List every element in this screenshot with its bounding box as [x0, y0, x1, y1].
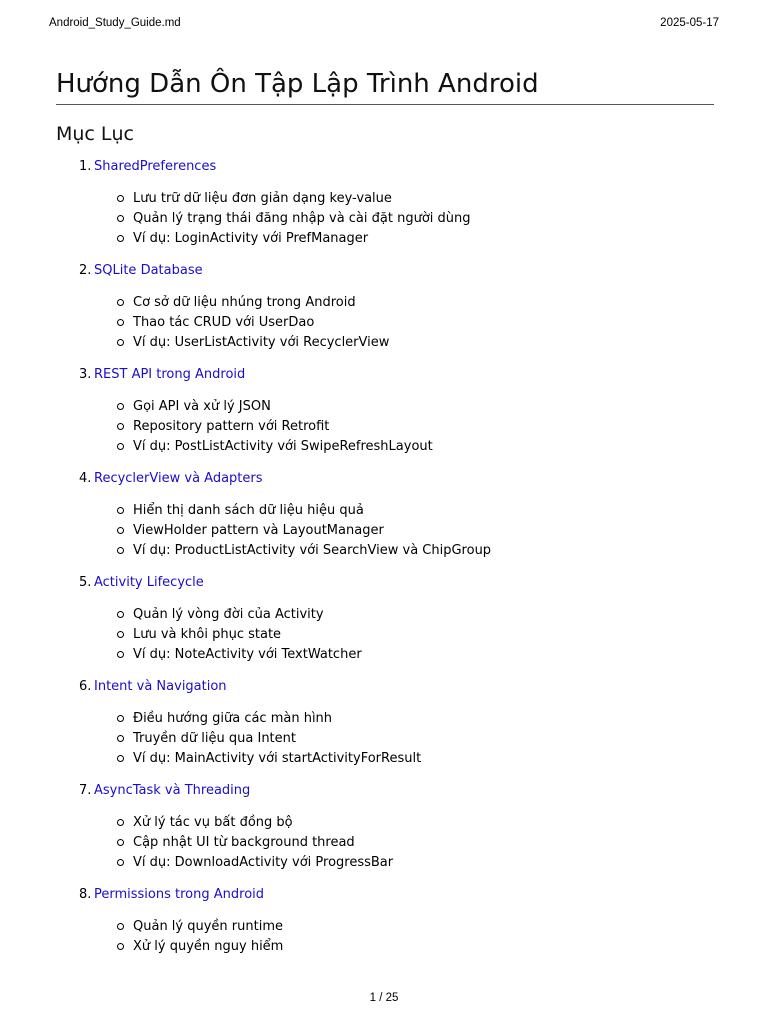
toc-section: [56, 365, 714, 457]
toc-subitem: Ví dụ: NoteActivity với TextWatcher: [133, 645, 714, 665]
circle-bullet-icon: [117, 299, 124, 306]
toc-subitem: Gọi API và xử lý JSON: [133, 397, 714, 417]
toc-subitem: Ví dụ: ProductListActivity với SearchView và ChipGroup: [133, 541, 714, 561]
toc-section: [56, 157, 714, 249]
toc-subitem: Ví dụ: DownloadActivity với ProgressBar: [133, 853, 714, 873]
toc-section-number: 3.: [79, 367, 92, 382]
circle-bullet-icon: [117, 819, 124, 826]
circle-bullet-icon: [117, 339, 124, 346]
toc-subitem: Xử lý quyền nguy hiểm: [133, 937, 714, 957]
toc-section-number: 8.: [79, 887, 92, 902]
print-header: [49, 17, 719, 31]
toc-subitem: Thao tác CRUD với UserDao: [133, 313, 714, 333]
toc-subitems: [94, 813, 714, 873]
toc-section-number: 5.: [79, 575, 92, 590]
circle-bullet-icon: [117, 611, 124, 618]
toc-subitem: Cơ sở dữ liệu nhúng trong Android: [133, 293, 714, 313]
toc-subitem: Ví dụ: UserListActivity với RecyclerView: [133, 333, 714, 353]
document-title: Hướng Dẫn Ôn Tập Lập Trình Android: [56, 66, 714, 105]
circle-bullet-icon: [117, 923, 124, 930]
circle-bullet-icon: [117, 735, 124, 742]
page-indicator: 1 / 25: [369, 992, 399, 1004]
toc-subitem: Lưu trữ dữ liệu đơn giản dạng key-value: [133, 189, 714, 209]
toc-section-number: 7.: [79, 783, 92, 798]
toc-link-activity-lifecycle[interactable]: Activity Lifecycle: [94, 575, 204, 590]
toc-subitem: Lưu và khôi phục state: [133, 625, 714, 645]
circle-bullet-icon: [117, 839, 124, 846]
toc-subitems: [94, 293, 714, 353]
circle-bullet-icon: [117, 631, 124, 638]
toc-subitems: [94, 605, 714, 665]
toc-subitems: [94, 917, 714, 957]
circle-bullet-icon: [117, 651, 124, 658]
toc-link-sqlite-database[interactable]: SQLite Database: [94, 263, 203, 278]
toc-section: [56, 469, 714, 561]
file-name: Android_Study_Guide.md: [49, 17, 181, 29]
toc-subitem: Repository pattern với Retrofit: [133, 417, 714, 437]
toc-link-rest-api[interactable]: REST API trong Android: [94, 367, 246, 382]
toc-subitem: Truyền dữ liệu qua Intent: [133, 729, 714, 749]
toc-subitem: Ví dụ: PostListActivity với SwipeRefreshLayout: [133, 437, 714, 457]
toc-section-number: 6.: [79, 679, 92, 694]
circle-bullet-icon: [117, 195, 124, 202]
toc-subitem: Quản lý quyền runtime: [133, 917, 714, 937]
circle-bullet-icon: [117, 403, 124, 410]
circle-bullet-icon: [117, 859, 124, 866]
toc-link-permissions[interactable]: Permissions trong Android: [94, 887, 265, 902]
toc-subitems: [94, 397, 714, 457]
toc-subitem: Quản lý trạng thái đăng nhập và cài đặt người dùng: [133, 209, 714, 229]
toc-section: [56, 781, 714, 873]
document-body: [56, 66, 714, 969]
circle-bullet-icon: [117, 547, 124, 554]
toc-section: [56, 677, 714, 769]
circle-bullet-icon: [117, 715, 124, 722]
toc-subitem: Ví dụ: LoginActivity với PrefManager: [133, 229, 714, 249]
toc-section: [56, 885, 714, 957]
toc-section-number: 4.: [79, 471, 92, 486]
toc-subitem: Xử lý tác vụ bất đồng bộ: [133, 813, 714, 833]
toc-subitem: Hiển thị danh sách dữ liệu hiệu quả: [133, 501, 714, 521]
toc-link-sharedpreferences[interactable]: SharedPreferences: [94, 159, 217, 174]
table-of-contents: [56, 157, 714, 957]
toc-subitem: ViewHolder pattern và LayoutManager: [133, 521, 714, 541]
toc-subitem: Cập nhật UI từ background thread: [133, 833, 714, 853]
circle-bullet-icon: [117, 755, 124, 762]
toc-subitems: [94, 189, 714, 249]
circle-bullet-icon: [117, 443, 124, 450]
circle-bullet-icon: [117, 943, 124, 950]
toc-section: [56, 573, 714, 665]
circle-bullet-icon: [117, 319, 124, 326]
toc-subitem: Điều hướng giữa các màn hình: [133, 709, 714, 729]
circle-bullet-icon: [117, 423, 124, 430]
toc-section-number: 2.: [79, 263, 92, 278]
toc-link-asynctask-threading[interactable]: AsyncTask và Threading: [94, 783, 251, 798]
toc-section-number: 1.: [79, 159, 92, 174]
toc-link-intent-navigation[interactable]: Intent và Navigation: [94, 679, 227, 694]
circle-bullet-icon: [117, 527, 124, 534]
toc-section: [56, 261, 714, 353]
toc-link-recyclerview[interactable]: RecyclerView và Adapters: [94, 471, 263, 486]
circle-bullet-icon: [117, 507, 124, 514]
circle-bullet-icon: [117, 215, 124, 222]
toc-subitems: [94, 501, 714, 561]
toc-subitem: Quản lý vòng đời của Activity: [133, 605, 714, 625]
toc-subitems: [94, 709, 714, 769]
toc-heading: Mục Lục: [56, 123, 134, 145]
circle-bullet-icon: [117, 235, 124, 242]
toc-subitem: Ví dụ: MainActivity với startActivityForResult: [133, 749, 714, 769]
print-date: 2025-05-17: [660, 17, 719, 29]
